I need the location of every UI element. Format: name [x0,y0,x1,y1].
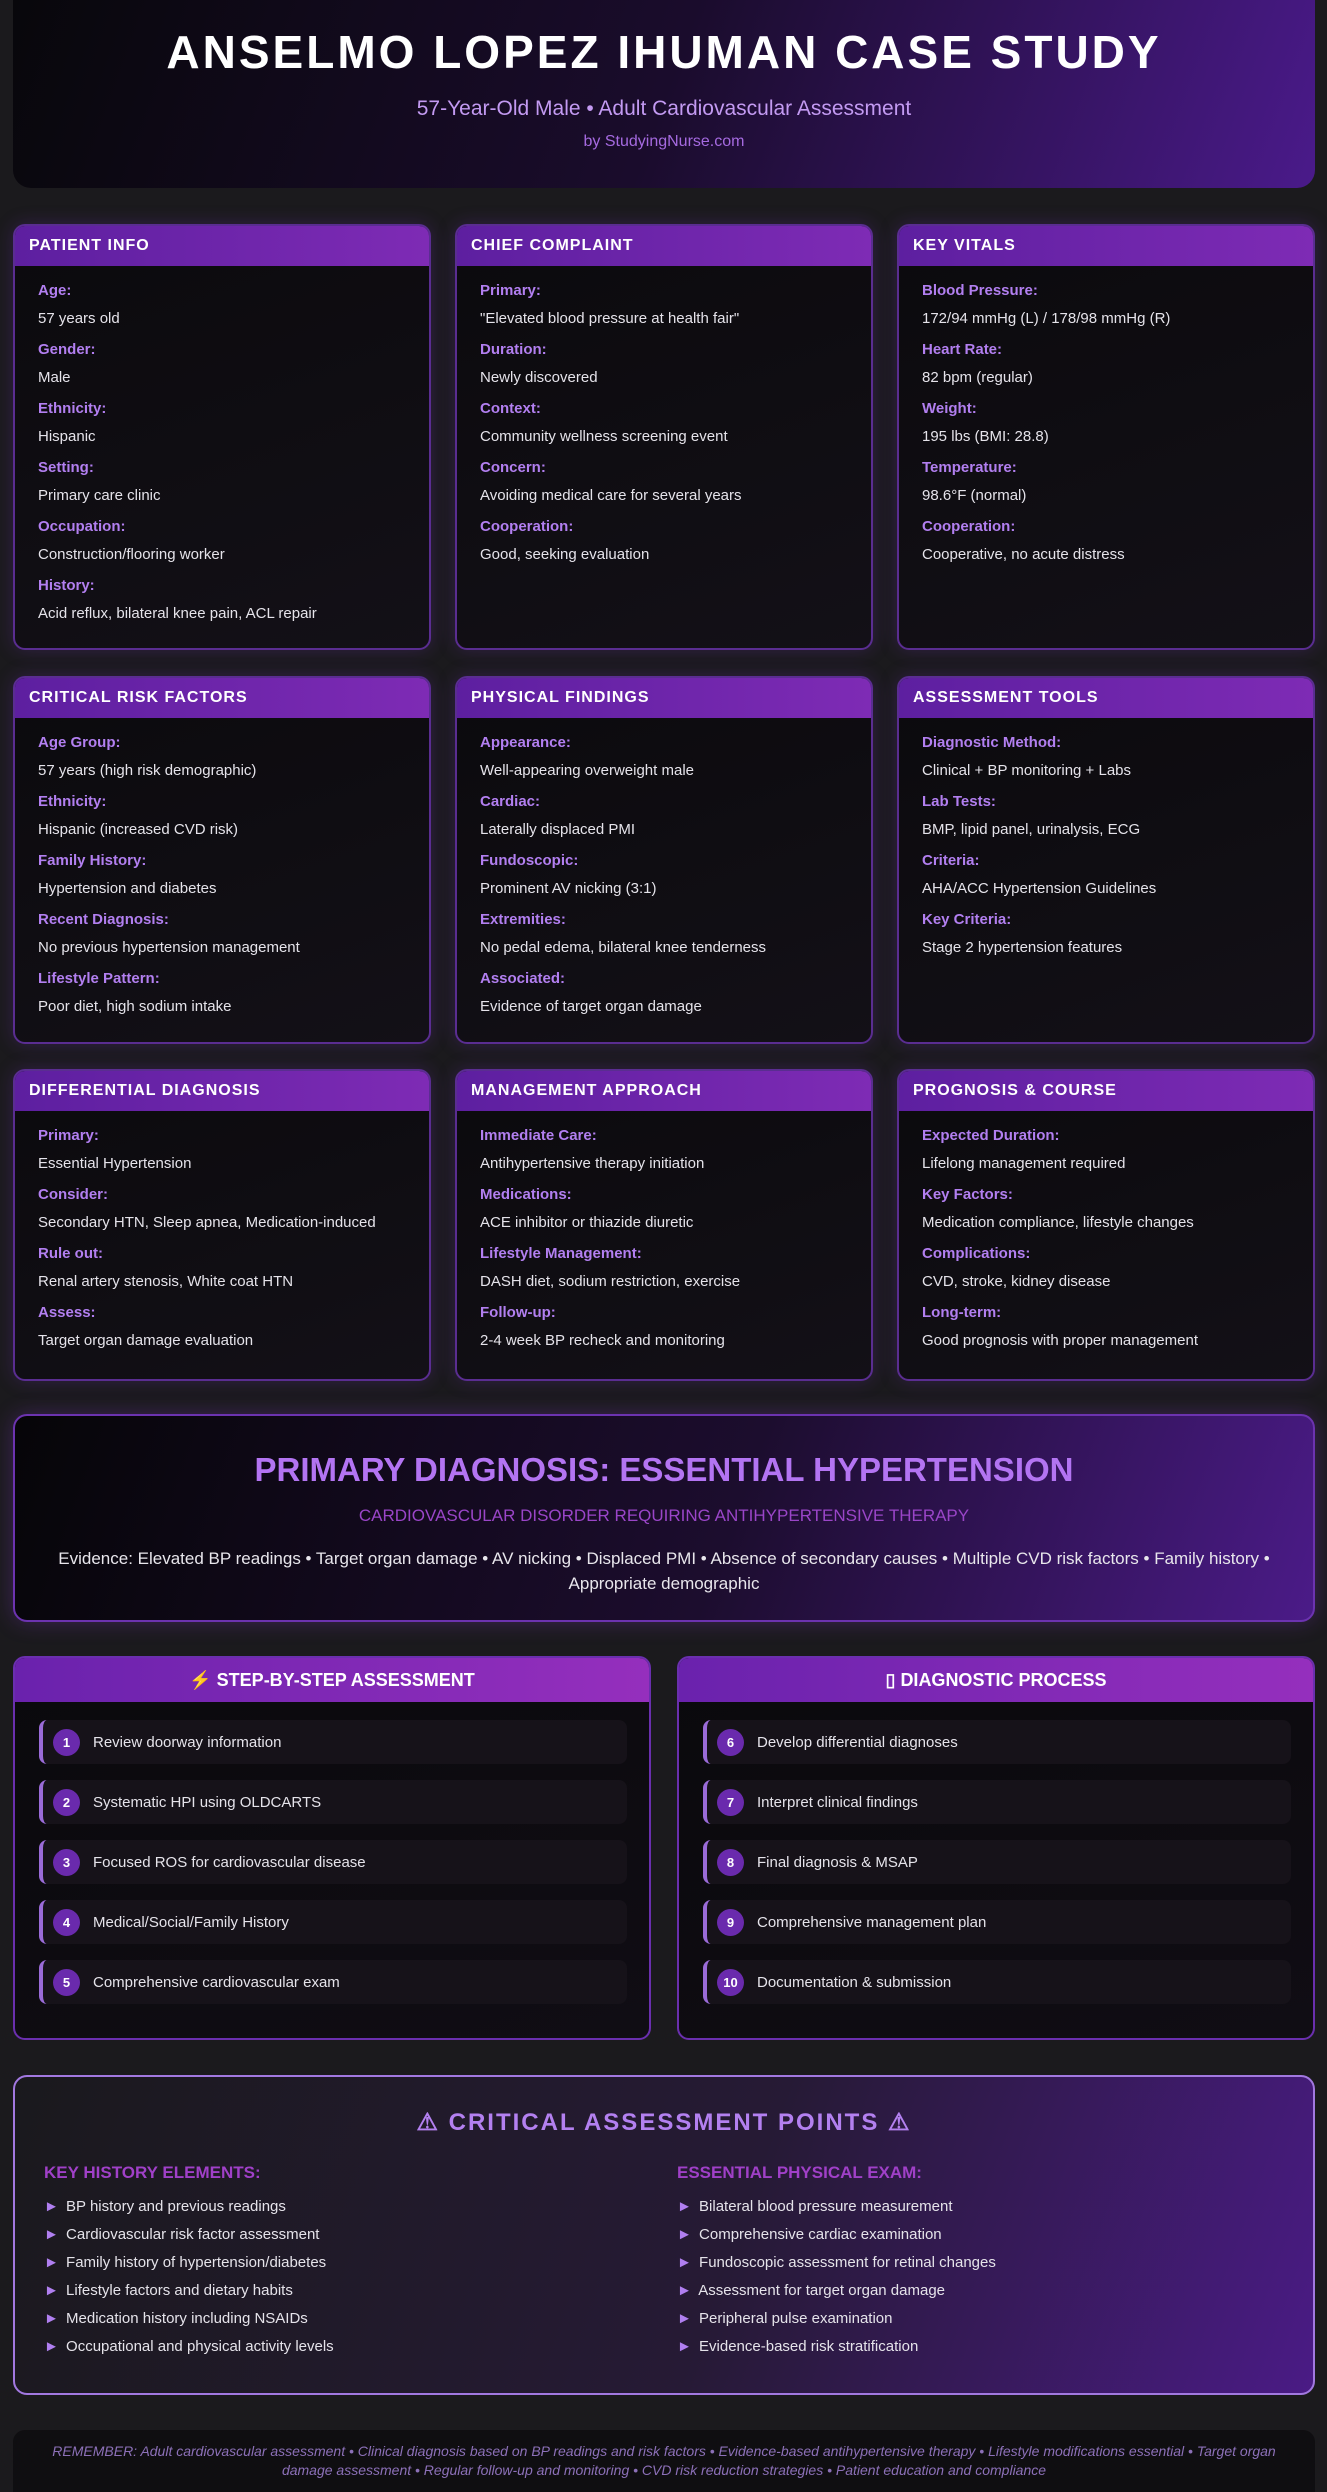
field-value: Community wellness screening event [480,428,728,445]
field-label: Age Group: [38,734,121,751]
field-label: Primary: [480,282,541,299]
step-item [39,1720,627,1764]
field-value: Laterally displaced PMI [480,821,636,838]
field-label: Key Factors: [922,1186,1013,1203]
field-label: Duration: [480,341,547,358]
field-label: Follow-up: [480,1304,556,1321]
list-item: ► BP history and previous readings [44,2198,286,2215]
field-value: Target organ damage evaluation [38,1332,254,1349]
step-text: Focused ROS for cardiovascular disease [93,1854,366,1871]
step-item [703,1720,1291,1764]
bullet-arrow-icon: ► [44,2226,59,2243]
field-label: Lab Tests: [922,793,996,810]
step-number: 4 [53,1909,80,1936]
card-title: PROGNOSIS & COURSE [899,1071,1313,1111]
field-label: Cardiac: [480,793,541,810]
history-elements-column [44,2163,644,2366]
field-value: Hispanic (increased CVD risk) [38,821,239,838]
step-number: 6 [717,1729,744,1756]
field-label: Fundoscopic: [480,852,579,869]
field-label: Diagnostic Method: [922,734,1062,751]
step-item [703,1780,1291,1824]
list-item: ► Bilateral blood pressure measurement [677,2198,953,2215]
step-text: Final diagnosis & MSAP [757,1854,918,1871]
byline-link[interactable]: by StudyingNurse.com [583,133,745,150]
field-label: Heart Rate: [922,341,1003,358]
step-item [703,1900,1291,1944]
field-value: Clinical + BP monitoring + Labs [922,762,1132,779]
field-value: Male [38,369,71,386]
bullet-arrow-icon: ► [677,2198,692,2215]
step-by-step-panel [13,1656,651,2040]
list-item: ► Family history of hypertension/diabetes [44,2254,327,2271]
bullet-arrow-icon: ► [677,2338,692,2355]
field-value: Renal artery stenosis, White coat HTN [38,1273,294,1290]
field-label: Gender: [38,341,96,358]
card-title: MANAGEMENT APPROACH [457,1071,871,1111]
field-label: Occupation: [38,518,126,535]
card-critical-risk-factors [13,676,431,1044]
field-value: Good prognosis with proper management [922,1332,1198,1349]
step-item [703,1960,1291,2004]
card-chief-complaint [455,224,873,650]
field-label: Extremities: [480,911,566,928]
field-value: 2-4 week BP recheck and monitoring [480,1332,725,1349]
diagnostic-process-panel [677,1656,1315,2040]
field-label: Immediate Care: [480,1127,597,1144]
field-value: Stage 2 hypertension features [922,939,1123,956]
field-label: Appearance: [480,734,571,751]
field-value: CVD, stroke, kidney disease [922,1273,1111,1290]
step-number: 2 [53,1789,80,1816]
column-heading: ESSENTIAL PHYSICAL EXAM: [677,2163,922,2182]
list-item: ► Evidence-based risk stratification [677,2338,919,2355]
step-number: 3 [53,1849,80,1876]
critical-assessment-panel [13,2075,1315,2395]
field-value: Lifelong management required [922,1155,1126,1172]
page-title: ANSELMO LOPEZ IHUMAN CASE STUDY [166,26,1162,78]
bullet-arrow-icon: ► [677,2310,692,2327]
field-label: Lifestyle Management: [480,1245,642,1262]
field-value: BMP, lipid panel, urinalysis, ECG [922,821,1141,838]
field-label: Blood Pressure: [922,282,1038,299]
field-label: Criteria: [922,852,980,869]
page-header [13,0,1315,188]
field-value: Medication compliance, lifestyle changes [922,1214,1194,1231]
step-number: 1 [53,1729,80,1756]
field-value: Primary care clinic [38,487,161,504]
step-text: Documentation & submission [757,1974,952,1991]
field-value: Avoiding medical care for several years [480,487,742,504]
field-value: Poor diet, high sodium intake [38,998,232,1015]
panel-title: ⚡ STEP-BY-STEP ASSESSMENT [15,1658,649,1702]
physical-exam-column [677,2163,1277,2366]
list-item: ► Peripheral pulse examination [677,2310,893,2327]
field-value: Prominent AV nicking (3:1) [480,880,657,897]
field-value: 57 years (high risk demographic) [38,762,257,779]
field-value: 82 bpm (regular) [922,369,1033,386]
step-number: 10 [717,1969,744,1996]
field-value: Hypertension and diabetes [38,880,217,897]
field-label: Long-term: [922,1304,1002,1321]
diagnosis-title: PRIMARY DIAGNOSIS: ESSENTIAL HYPERTENSION [254,1451,1074,1488]
card-title: PATIENT INFO [15,226,429,266]
field-value: "Elevated blood pressure at health fair" [480,310,740,327]
field-label: Medications: [480,1186,572,1203]
field-value: Newly discovered [480,369,598,386]
list-item: ► Assessment for target organ damage [677,2282,945,2299]
field-label: Ethnicity: [38,793,107,810]
field-value: 195 lbs (BMI: 28.8) [922,428,1049,445]
list-item: ► Cardiovascular risk factor assessment [44,2226,320,2243]
field-value: Hispanic [38,428,96,445]
field-label: Complications: [922,1245,1031,1262]
field-label: Context: [480,400,541,417]
step-text: Systematic HPI using OLDCARTS [93,1794,322,1811]
card-title: CHIEF COMPLAINT [457,226,871,266]
field-value: Essential Hypertension [38,1155,192,1172]
step-text: Review doorway information [93,1734,282,1751]
field-value: Good, seeking evaluation [480,546,650,563]
card-management-approach [455,1069,873,1381]
step-text: Medical/Social/Family History [93,1914,289,1931]
field-label: Weight: [922,400,977,417]
field-label: Primary: [38,1127,99,1144]
card-key-vitals [897,224,1315,650]
card-physical-findings [455,676,873,1044]
list-item: ► Comprehensive cardiac examination [677,2226,942,2243]
field-label: Lifestyle Pattern: [38,970,160,987]
step-item [39,1780,627,1824]
field-label: Age: [38,282,72,299]
field-value: Acid reflux, bilateral knee pain, ACL repair [38,605,317,622]
card-title: KEY VITALS [899,226,1313,266]
field-label: Temperature: [922,459,1017,476]
card-assessment-tools [897,676,1315,1044]
field-label: Family History: [38,852,147,869]
field-value: Evidence of target organ damage [480,998,702,1015]
field-label: Recent Diagnosis: [38,911,169,928]
page-subtitle: 57-Year-Old Male • Adult Cardiovascular Assessment [416,97,912,120]
panel-title: ▯ DIAGNOSTIC PROCESS [679,1658,1313,1702]
diagnosis-evidence: Evidence: Elevated BP readings • Target organ damage • AV nicking • Displaced PMI • Absence of secondary causes • Multiple CVD risk factors • Family history • Appropriate demographic [58,1549,1270,1593]
list-item: ► Lifestyle factors and dietary habits [44,2282,293,2299]
list-item: ► Fundoscopic assessment for retinal changes [677,2254,996,2271]
field-label: Cooperation: [922,518,1016,535]
step-text: Develop differential diagnoses [757,1734,958,1751]
bullet-arrow-icon: ► [44,2282,59,2299]
field-label: Consider: [38,1186,109,1203]
field-value: Secondary HTN, Sleep apnea, Medication-induced [38,1214,376,1231]
step-item [39,1840,627,1884]
bullet-arrow-icon: ► [677,2254,692,2271]
bullet-arrow-icon: ► [44,2198,59,2215]
field-label: Associated: [480,970,566,987]
bullet-arrow-icon: ► [677,2226,692,2243]
field-label: Key Criteria: [922,911,1012,928]
field-value: 172/94 mmHg (L) / 178/98 mmHg (R) [922,310,1171,327]
field-value: Well-appearing overweight male [480,762,694,779]
step-number: 7 [717,1789,744,1816]
primary-diagnosis-banner [13,1414,1315,1622]
field-value: DASH diet, sodium restriction, exercise [480,1273,741,1290]
critical-title: ⚠ CRITICAL ASSESSMENT POINTS ⚠ [416,2109,912,2136]
step-number: 9 [717,1909,744,1936]
step-text: Comprehensive cardiovascular exam [93,1974,340,1991]
step-item [703,1840,1291,1884]
field-label: Expected Duration: [922,1127,1060,1144]
field-value: AHA/ACC Hypertension Guidelines [922,880,1157,897]
field-label: Setting: [38,459,94,476]
field-label: Ethnicity: [38,400,107,417]
step-text: Interpret clinical findings [757,1794,918,1811]
footer-reminder: REMEMBER: Adult cardiovascular assessment • Clinical diagnosis based on BP readings and risk factors • Evidence-based antihypertensive therapy • Lifestyle modifications essential • Target organ damage assessment • Regular follow-up and monitoring • CVD risk reduction strategies • Patient education and compliance [13,2430,1315,2492]
card-patient-info [13,224,431,650]
field-label: Concern: [480,459,546,476]
field-label: Assess: [38,1304,96,1321]
step-number: 5 [53,1969,80,1996]
field-value: No pedal edema, bilateral knee tenderness [480,939,767,956]
list-item: ► Occupational and physical activity levels [44,2338,334,2355]
step-item [39,1960,627,2004]
field-value: Antihypertensive therapy initiation [480,1155,705,1172]
card-prognosis-course [897,1069,1315,1381]
field-value: Construction/flooring worker [38,546,225,563]
field-value: ACE inhibitor or thiazide diuretic [480,1214,694,1231]
list-item: ► Medication history including NSAIDs [44,2310,308,2327]
step-number: 8 [717,1849,744,1876]
field-value: Cooperative, no acute distress [922,546,1125,563]
bullet-arrow-icon: ► [44,2338,59,2355]
column-heading: KEY HISTORY ELEMENTS: [44,2163,261,2182]
field-value: 57 years old [38,310,120,327]
field-label: Cooperation: [480,518,574,535]
step-item [39,1900,627,1944]
field-label: Rule out: [38,1245,103,1262]
card-title: DIFFERENTIAL DIAGNOSIS [15,1071,429,1111]
card-title: PHYSICAL FINDINGS [457,678,871,718]
card-title: ASSESSMENT TOOLS [899,678,1313,718]
bullet-arrow-icon: ► [677,2282,692,2299]
card-differential-diagnosis [13,1069,431,1381]
field-value: 98.6°F (normal) [922,487,1027,504]
field-label: History: [38,577,95,594]
card-title: CRITICAL RISK FACTORS [15,678,429,718]
bullet-arrow-icon: ► [44,2254,59,2271]
step-text: Comprehensive management plan [757,1914,987,1931]
field-value: No previous hypertension management [38,939,300,956]
bullet-arrow-icon: ► [44,2310,59,2327]
diagnosis-subtitle: CARDIOVASCULAR DISORDER REQUIRING ANTIHYPERTENSIVE THERAPY [358,1506,970,1525]
